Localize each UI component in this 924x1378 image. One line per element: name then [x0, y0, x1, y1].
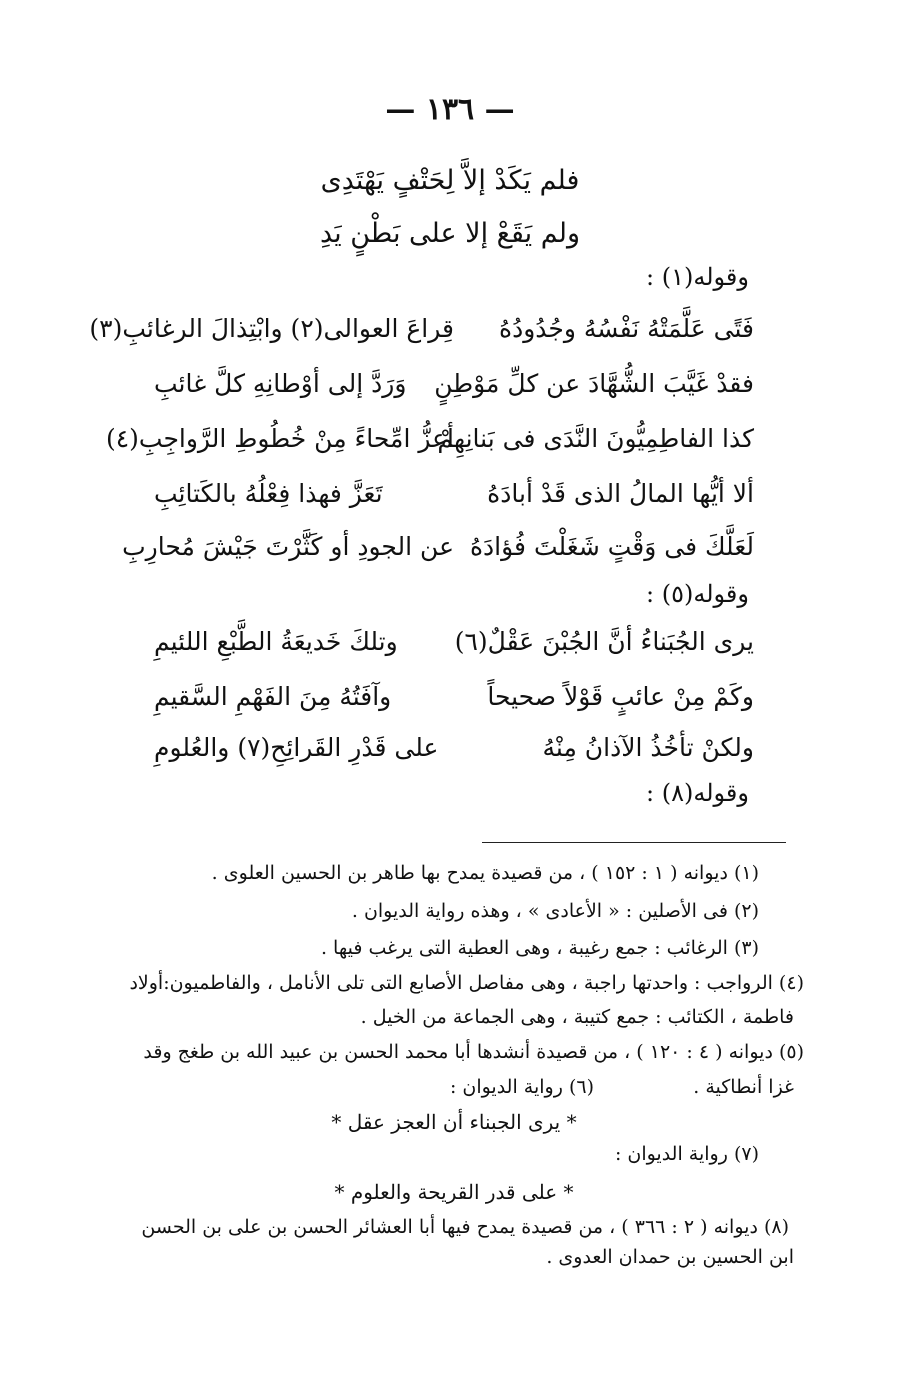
footnote: (٥) ديوانه ( ٤ : ١٢٠ ) ، من قصيدة أنشدها أبا محمد الحسن بن عبيد الله بن طغج وقد — [143, 1041, 804, 1063]
hemistich-first: فَتًى عَلَّمَتْهُ نَفْسُهُ وجُدُودُهُ — [498, 314, 754, 343]
poem-intro: وقوله(١) : — [646, 263, 749, 291]
verse-line: ولم يَقَعْ إلا على بَطْنٍ يَدِ — [319, 218, 581, 249]
footnote-divider — [482, 842, 786, 843]
hemistich-first: ألا أيُّها المالُ الذى قَدْ أبادَهُ — [487, 479, 754, 508]
footnote: (٦) رواية الديوان : — [449, 1076, 594, 1098]
footnote-continuation: فاطمة ، الكتائب : جمع كتيبة ، وهى الجماعة من الخيل . — [360, 1006, 794, 1028]
hemistich-first: فقدْ غَيَّبَ الشُّهَّادَ عن كلِّ مَوْطِنٍ — [434, 369, 754, 398]
hemistich-first: يرى الجُبَناءُ أنَّ الجُبْنَ عَقْلٌ(٦) — [454, 627, 754, 656]
hemistich-second: وَرَدَّ إلى أوْطانِهِ كلَّ غائبِ — [154, 369, 407, 398]
hemistich-first: كذا الفاطِمِيُّونَ النَّدَى فى بَنانِهِمْ — [437, 424, 754, 453]
footnote: (٨) ديوانه ( ٢ : ٣٦٦ ) ، من قصيدة يمدح فيها أبا العشائر الحسن بن على بن الحسن — [141, 1216, 789, 1238]
page-number: — ١٣٦ — — [385, 92, 515, 127]
poem-intro: وقوله(٥) : — [646, 580, 749, 608]
footnote: (٤) الرواجب : واحدتها راجبة ، وهى مفاصل الأصابع التى تلى الأنامل ، والفاطميون:أولاد — [129, 972, 804, 994]
hemistich-second: وتلكَ خَديعَةُ الطَّبْعِ اللئيمِ — [154, 627, 398, 656]
poem-intro: وقوله(٨) : — [646, 779, 749, 807]
hemistich-second: تَعَزَّ فهذا فِعْلُهُ بالكَتائِبِ — [154, 479, 383, 508]
footnote-quote: * على قدر القريحة والعلوم * — [334, 1180, 574, 1204]
hemistich-second: أعزُّ امِّحاءً مِنْ خُطُوطِ الرَّواجِبِ(٤) — [105, 424, 454, 453]
hemistich-second: قِراعَ العوالى(٢) وابْتِذالَ الرغائبِ(٣) — [89, 314, 454, 343]
footnote-quote: * يرى الجبناء أن العجز عقل * — [331, 1110, 577, 1134]
hemistich-second: وآفَتُهُ مِنَ الفَهْمِ السَّقيمِ — [154, 682, 392, 711]
footnote-continuation: غزا أنطاكية . — [693, 1076, 794, 1098]
verse-line: فلم يَكَدْ إلاَّ لِحَتْفٍ يَهْتَدِى — [320, 165, 580, 196]
hemistich-first: وكَمْ مِنْ عائبٍ قَوْلاً صحيحاً — [487, 682, 754, 711]
footnote: (١) ديوانه ( ١ : ١٥٢ ) ، من قصيدة يمدح بها طاهر بن الحسين العلوى . — [211, 862, 759, 884]
footnote: (٢) فى الأصلين : « الأعادى » ، وهذه رواية الديوان . — [351, 900, 759, 922]
hemistich-first: لَعَلَّكَ فى وَقْتٍ شَغَلْتَ فُؤادَهُ — [469, 532, 754, 561]
hemistich-second: عن الجودِ أو كَثَّرْتَ جَيْشَ مُحارِبِ — [122, 532, 454, 561]
hemistich-first: ولكنْ تأخُذُ الآذانُ مِنْهُ — [542, 733, 754, 762]
footnote: (٣) الرغائب : جمع رغيبة ، وهى العطية التى يرغب فيها . — [320, 937, 759, 959]
footnote-continuation: ابن الحسين بن حمدان العدوى . — [546, 1246, 794, 1268]
hemistich-second: على قَدْرِ القَرائِحِ(٧) والعُلومِ — [154, 733, 439, 762]
footnote: (٧) رواية الديوان : — [614, 1143, 759, 1165]
